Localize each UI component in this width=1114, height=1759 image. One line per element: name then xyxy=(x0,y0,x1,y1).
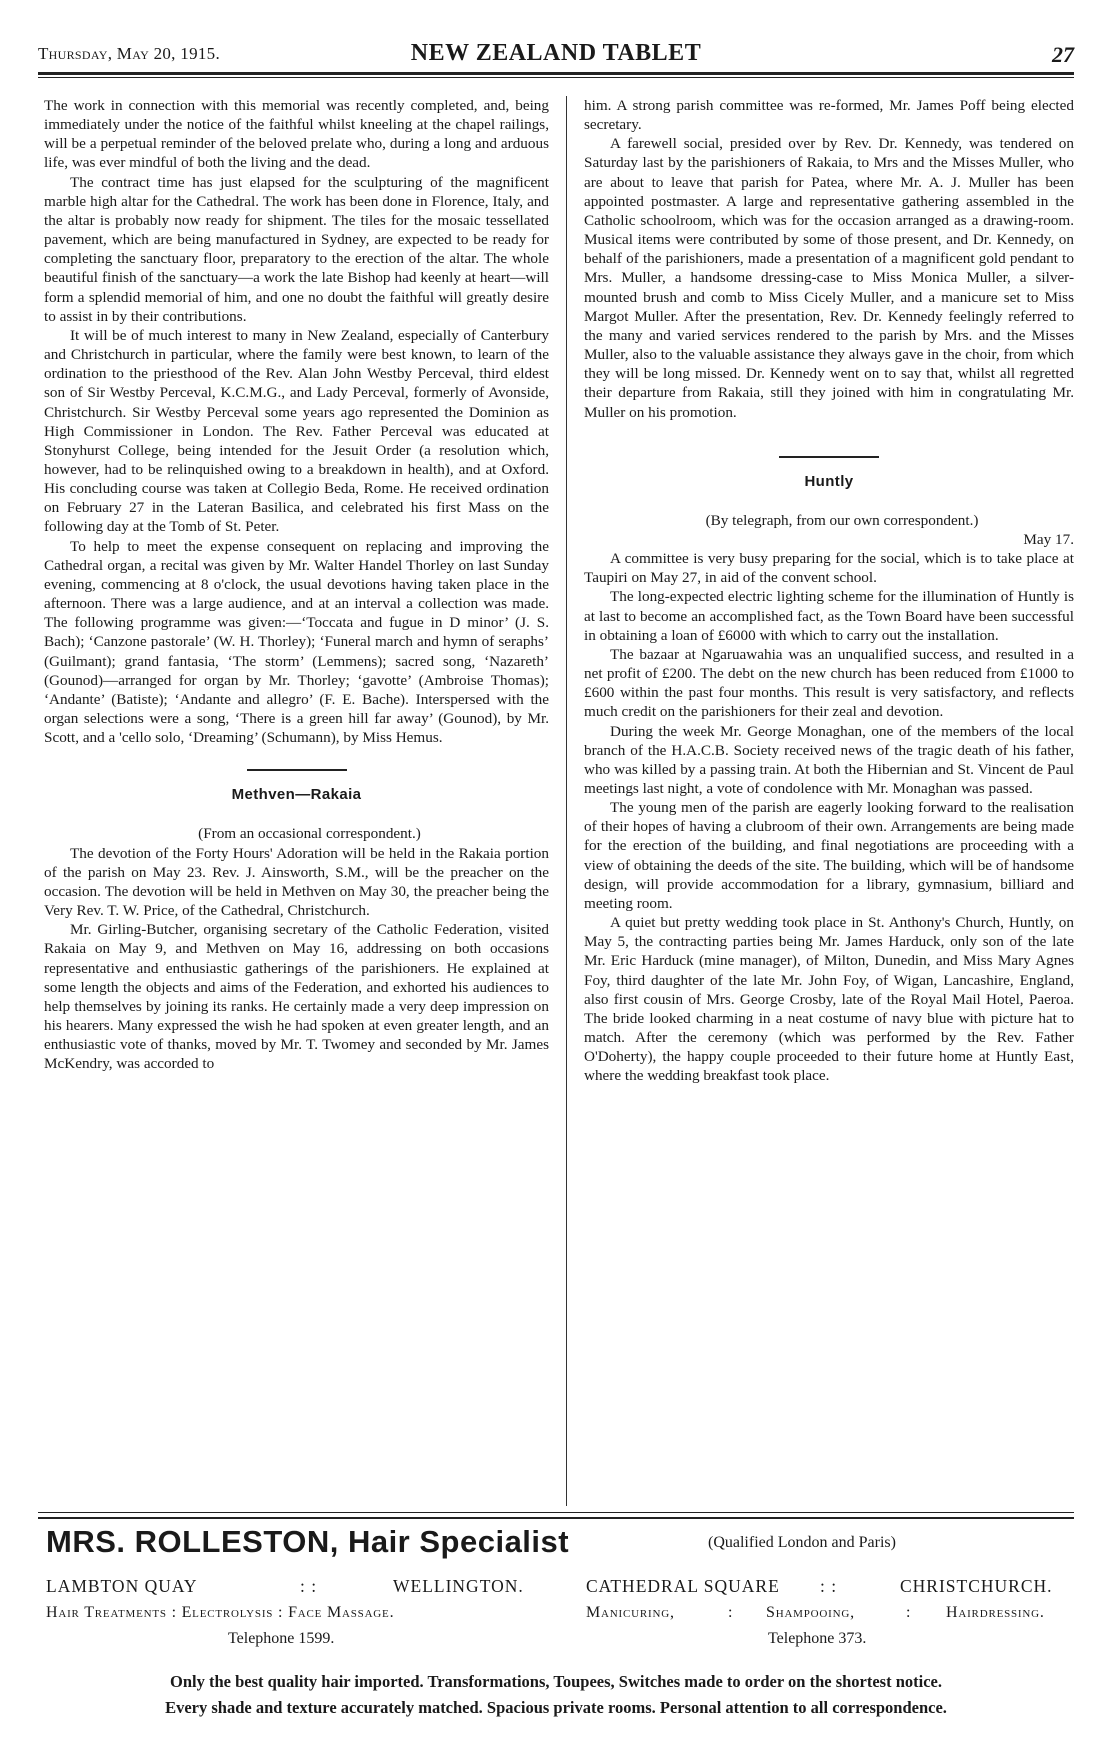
issue-date: Thursday, May 20, 1915. xyxy=(38,44,221,63)
page-number: 27 xyxy=(1052,42,1074,67)
masthead-rule xyxy=(38,72,1074,75)
section-separator xyxy=(247,769,347,771)
ad-christchurch-street: CATHEDRAL SQUARE xyxy=(586,1576,780,1596)
publication-title: NEW ZEALAND TABLET xyxy=(410,40,702,66)
masthead-rule-thin xyxy=(38,77,1074,78)
ad-rule xyxy=(38,1512,1074,1513)
ad-christchurch-telephone: Telephone 373. xyxy=(768,1630,867,1647)
ad-christchurch-service-separator: : xyxy=(728,1604,734,1621)
ad-christchurch-service-manicuring: Manicuring, xyxy=(586,1604,675,1621)
ad-wellington-street: LAMBTON QUAY xyxy=(46,1576,198,1596)
ad-christchurch-service-shampooing: Shampooing, xyxy=(766,1604,855,1621)
ad-wellington-city: WELLINGTON. xyxy=(393,1576,524,1596)
masthead xyxy=(38,40,1074,70)
section-separator xyxy=(779,456,879,458)
ad-wellington-telephone: Telephone 1599. xyxy=(228,1630,335,1647)
article-paragraph: During the week Mr. George Monaghan, one of the members of the local branch of the H.A.C.B. Society received news of the tragic death of his father, who was killed by a passing train. At both the Hibernian and St. Vincent de Paul meetings last night, a vote of condolence with Mr. Monaghan was passed. xyxy=(584,722,1074,797)
ad-separator: : : xyxy=(820,1576,838,1596)
ad-business-name: MRS. ROLLESTON, Hair Specialist xyxy=(46,1524,570,1559)
section-heading-huntly: Huntly xyxy=(804,472,854,490)
column-divider xyxy=(566,96,567,1506)
article-paragraph: The long-expected electric lighting scheme for the illumination of Huntly is at last to become an accomplished fact, as the Town Board have been successful in obtaining a loan of £6000 with which to carry out the installation. xyxy=(584,588,1074,644)
section-heading-methven-rakaia: Methven—Rakaia xyxy=(231,786,362,804)
article-paragraph: To help to meet the expense consequent on replacing and improving the Cathedral organ, a recital was given by Mr. Walter Handel Thorley on last Sunday evening, commencing at 8 o'clock, the usual devotions having taken place in the afternoon. There was a large audience, and at an interval a collection was made. The following programme was given:—‘Toccata and fugue in D minor’ (J. S. Bach); ‘Canzone pastorale’ (W. H. Thorley); ‘Funeral march and hymn of seraphs’ (Guilmant); grand fantasia, ‘The storm’ (Lemmens); sacred song, ‘Nazareth’ (Gounod)—arranged for organ by Mr. Thorley; ‘gavotte’ (Ambroise Thomas); ‘Andante’ (Batiste); ‘Andante and allegro’ (F. E. Bache). Interspersed with the organ selections were a song, ‘There is a green hill far away’ (Gounod), by Mr. Scott, and a 'cello solo, ‘Dreaming’ (Schumann), by Miss Hemus. xyxy=(44,537,549,747)
ad-line-service: Every shade and texture accurately matched. Spacious private rooms. Personal attention to all correspondence. xyxy=(165,1698,947,1717)
ad-christchurch-city: CHRISTCHURCH. xyxy=(900,1576,1053,1596)
article-paragraph: The work in connection with this memorial was recently completed, and, being immediately under the notice of the faithful whilst kneeling at the chapel railings, will be a perpetual reminder of the beloved prelate who, during a long and arduous life, was ever mindful of both the living and the dead. xyxy=(44,97,549,172)
section-dateline: May 17. xyxy=(1023,530,1074,548)
ad-separator: : : xyxy=(300,1576,318,1596)
left-column xyxy=(44,96,549,1516)
article-paragraph: The devotion of the Forty Hours' Adoration will be held in the Rakaia portion of the parish on May 23. Rev. J. Ainsworth, S.M., will be the preacher on the occasion. The devotion will be held in Methven on May 30, the preacher being the Very Rev. T. W. Price, of the Cathedral, Christchurch. xyxy=(44,844,549,920)
article-paragraph: It will be of much interest to many in New Zealand, especially of Canterbury and Christchurch in particular, where the family were best known, to learn of the ordination to the priesthood of the Rev. Alan John Westby Perceval, third eldest son of Sir Westby Perceval, K.C.M.G., and Lady Perceval, formerly of Avonside, Christchurch. Sir Westby Perceval some years ago represented the Dominion as High Commissioner in London. The Rev. Father Perceval was educated at Stonyhurst College, being intended for the Jesuit Order (a resolution which, however, had to be relinquished owing to a breakdown in health), and at Oxford. His concluding course was taken at Collegio Beda, Rome. He received ordination on February 27 in the Lateran Basilica, and celebrated his first Mass on the following day at the Tomb of St. Peter. xyxy=(44,326,549,536)
ad-rule-thick xyxy=(38,1517,1074,1519)
article-paragraph: A farewell social, presided over by Rev. Dr. Kennedy, was tendered on Saturday last by the parishioners of Rakaia, to Mrs and the Misses Muller, who are about to leave that parish for Patea, where Mr. A. J. Muller has been appointed postmaster. A large and representative gathering assembled in the Catholic schoolroom, which was for the occasion arranged as a drawing-room. Musical items were contributed by some of those present, and Dr. Kennedy, on behalf of the parishioners, made a presentation of a magnificent gold pendant to Mrs. Muller, a handsome dressing-case to Miss Monica Muller, a silver-mounted brush and comb to Miss Cicely Muller, and a manicure set to Miss Margot Muller. After the presentation, Rev. Dr. Kennedy feelingly referred to the many and varied services rendered to the parish by Mrs. and the Misses Muller, also to the valuable assistance they always gave in the choir, from which they will be long missed. Dr. Kennedy went on to say that, whilst all regretted their departure from Rakaia, still they joined with him in congratulating Mr. Muller on his promotion. xyxy=(584,135,1074,421)
right-column xyxy=(584,96,1074,1516)
article-paragraph: A quiet but pretty wedding took place in St. Anthony's Church, Huntly, on May 5, the contracting parties being Mr. James Harduck, only son of the late Mr. Eric Harduck (mine manager), of Milton, Dunedin, and Miss Mary Agnes Foy, third daughter of the late Mr. John Foy, of Wigan, Lancashire, England, also first cousin of Mrs. George Crosby, late of the Royal Mail Hotel, Paeroa. The bride looked charming in a neat costume of navy blue with picture hat to match. After the ceremony (which was performed by the Rev. Father O'Doherty), the happy couple proceeded to their future home at Huntly East, where the wedding breakfast took place. xyxy=(584,914,1074,1085)
ad-qualification: (Qualified London and Paris) xyxy=(708,1534,896,1551)
article-paragraph: The young men of the parish are eagerly looking forward to the realisation of their hopes of having a clubroom of their own. Arrangements are being made for the erection of the building, and final negotiations are proceeding with a view of obtaining the deeds of the site. The building, which will be of handsome design, will provide accommodation for a library, gymnasium, billiard and meeting room. xyxy=(584,799,1074,912)
advertisement xyxy=(38,1512,1074,1742)
section-byline: (By telegraph, from our own correspondent.) xyxy=(705,511,979,529)
ad-wellington-services: Hair Treatments : Electrolysis : Face Massage. xyxy=(46,1604,395,1621)
article-paragraph: him. A strong parish committee was re-formed, Mr. James Poff being elected secretary. xyxy=(584,97,1074,134)
ad-christchurch-service-hairdressing: Hairdressing. xyxy=(946,1604,1045,1621)
article-paragraph: The contract time has just elapsed for the sculpturing of the magnificent marble high altar for the Cathedral. The work has been done in Florence, Italy, and the altar is probably now ready for shipment. The tiles for the mosaic tessellated pavement, which are being manufactured in Sydney, are expected to be ready for completing the sanctuary floor, preparatory to the erection of the altar. The whole beautiful finish of the sanctuary—a work the late Bishop had keenly at heart—will form a splendid memorial of him, and one no doubt the faithful will greatly desire to assist in by their contributions. xyxy=(44,173,549,325)
ad-line-quality: Only the best quality hair imported. Transformations, Toupees, Switches made to order on the shortest notice. xyxy=(170,1672,942,1691)
article-paragraph: Mr. Girling-Butcher, organising secretary of the Catholic Federation, visited Rakaia on May 9, and Methven on May 16, addressing on both occasions representative and enthusiastic gatherings of the parishioners. He explained at some length the objects and aims of the Federation, and exhorted his audiences to help themselves by joining its ranks. He certainly made a very deep impression on his hearers. Many expressed the wish he had spoken at even greater length, and an enthusiastic vote of thanks, moved by Mr. T. Twomey and seconded by Mr. James McKendry, was accorded to xyxy=(44,921,549,1073)
section-byline: (From an occasional correspondent.) xyxy=(198,825,421,843)
article-paragraph: The bazaar at Ngaruawahia was an unqualified success, and resulted in a net profit of £200. The debt on the new church has been reduced from £1000 to £600 within the past four months. This result is very satisfactory, and reflects much credit on the parishioners for their zeal and devotion. xyxy=(584,645,1074,721)
article-paragraph: A committee is very busy preparing for the social, which is to take place at Taupiri on May 27, in aid of the convent school. xyxy=(584,550,1074,587)
ad-christchurch-service-separator: : xyxy=(906,1604,912,1621)
